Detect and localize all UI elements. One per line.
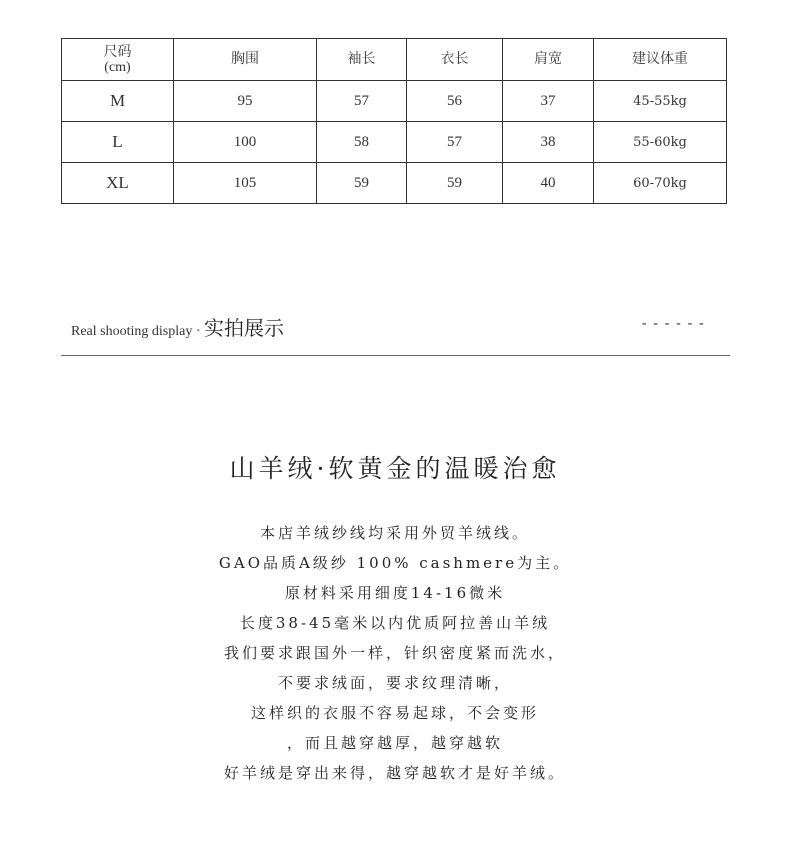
table-row <box>62 122 727 163</box>
header-size-unit: (cm) <box>104 59 131 75</box>
header-size-label: 尺码 <box>103 44 132 60</box>
cell-length: 56 <box>407 81 503 122</box>
article-body <box>0 518 790 788</box>
cell-size: M <box>62 81 174 122</box>
cell-shoulder: 40 <box>503 163 594 204</box>
header-sleeve: 袖长 <box>317 39 407 81</box>
header-size <box>62 39 174 81</box>
cell-sleeve: 58 <box>317 122 407 163</box>
cell-weight: 45-55kg <box>594 81 727 122</box>
cell-size: XL <box>62 163 174 204</box>
cell-shoulder: 37 <box>503 81 594 122</box>
section-heading-en: Real shooting display · <box>71 324 201 339</box>
cell-chest: 105 <box>174 163 317 204</box>
cell-length: 59 <box>407 163 503 204</box>
body-line: 这样织的衣服不容易起球，不会变形 <box>250 704 539 722</box>
cell-length: 57 <box>407 122 503 163</box>
cell-sleeve: 57 <box>317 81 407 122</box>
article-title: 山羊绒·软黄金的温暖治愈 <box>229 454 561 483</box>
header-chest: 胸围 <box>174 39 317 81</box>
size-chart-table <box>61 38 727 204</box>
body-line: 本店羊绒纱线均采用外贸羊绒线。 <box>259 524 530 542</box>
header-length: 衣长 <box>407 39 503 81</box>
body-line: 我们要求跟国外一样，针织密度紧而洗水， <box>223 644 566 662</box>
table-header-row <box>62 39 727 81</box>
body-line: GAO品质A级纱 100% cashmere为主。 <box>218 554 572 572</box>
cell-chest: 100 <box>174 122 317 163</box>
body-line: 原材料采用细度14-16微米 <box>284 584 506 602</box>
cell-shoulder: 38 <box>503 122 594 163</box>
table-row <box>62 81 727 122</box>
cell-weight: 60-70kg <box>594 163 727 204</box>
section-dashes: ------ <box>640 316 709 332</box>
section-heading-zh: 实拍展示 <box>204 316 284 340</box>
cell-weight: 55-60kg <box>594 122 727 163</box>
cell-chest: 95 <box>174 81 317 122</box>
divider <box>61 355 730 356</box>
cell-size: L <box>62 122 174 163</box>
table-row <box>62 163 727 204</box>
cell-sleeve: 59 <box>317 163 407 204</box>
body-line: ，而且越穿越厚，越穿越软 <box>286 734 503 752</box>
header-weight: 建议体重 <box>594 39 727 81</box>
header-shoulder: 肩宽 <box>503 39 594 81</box>
body-line: 长度38-45毫米以内优质阿拉善山羊绒 <box>239 614 551 632</box>
body-line: 好羊绒是穿出来得，越穿越软才是好羊绒。 <box>223 764 566 782</box>
section-heading <box>71 312 284 341</box>
body-line: 不要求绒面，要求纹理清晰， <box>277 674 512 692</box>
